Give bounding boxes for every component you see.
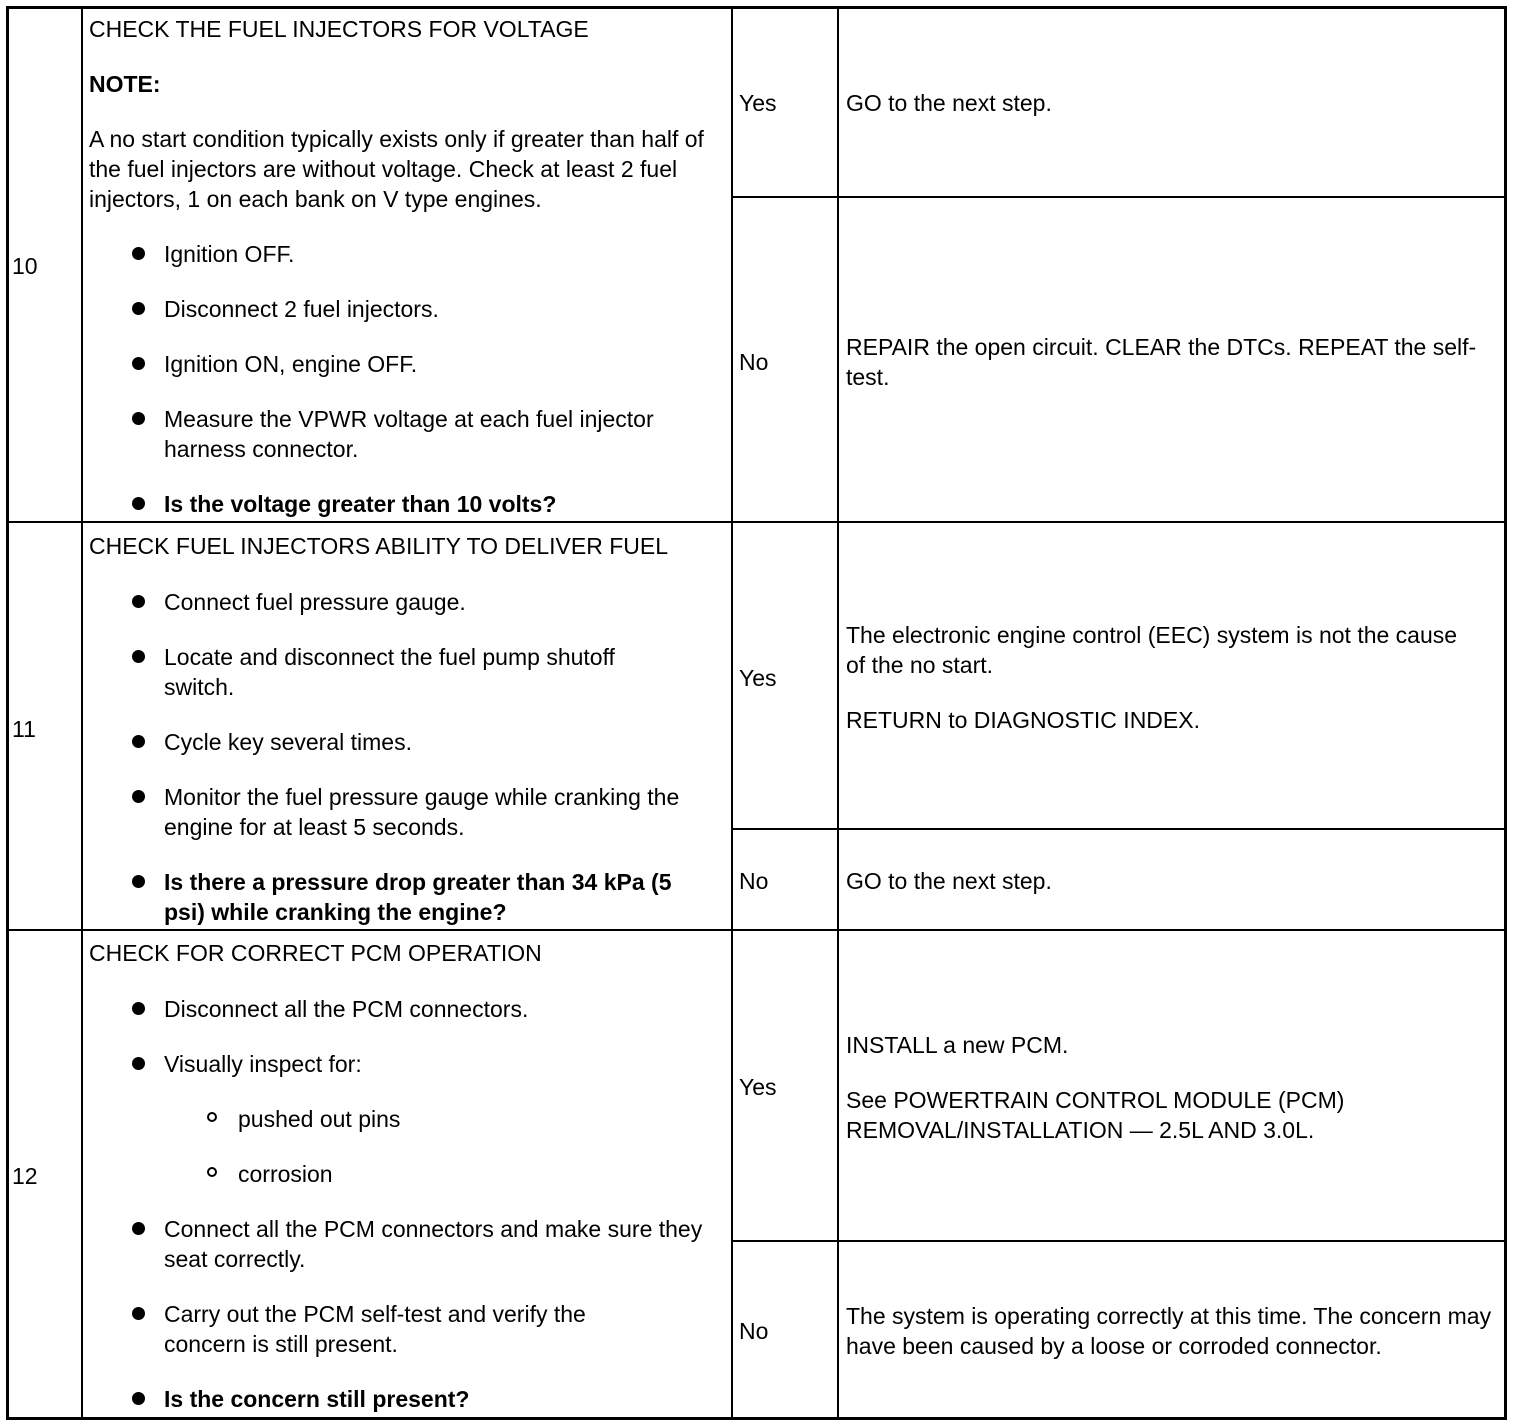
result-label: Yes	[739, 1074, 777, 1100]
step-number: 10	[12, 253, 38, 279]
sub-list-item: corrosion	[238, 1161, 333, 1187]
step-number: 11	[12, 716, 36, 742]
bullet-icon	[132, 790, 145, 803]
list-item: Carry out the PCM self-test and verify the concern is still present.	[164, 1301, 586, 1357]
list-item-question: Is the concern still present?	[164, 1386, 470, 1412]
bullet-icon	[132, 357, 145, 370]
bullet-icon	[132, 497, 145, 510]
result-label: No	[739, 349, 769, 375]
bullet-icon	[132, 595, 145, 608]
list-item: Visually inspect for:	[164, 1051, 362, 1077]
result-action-note: RETURN to DIAGNOSTIC INDEX.	[846, 707, 1200, 733]
sub-list-item: pushed out pins	[238, 1106, 401, 1132]
result-label: No	[739, 868, 769, 894]
column-divider	[81, 6, 83, 1420]
column-divider	[731, 6, 733, 1420]
result-divider	[731, 1240, 1507, 1242]
bullet-icon	[132, 1392, 145, 1405]
note-label: NOTE:	[89, 71, 161, 97]
row-divider	[6, 521, 1507, 523]
column-divider	[837, 6, 839, 1420]
bullet-icon	[132, 412, 145, 425]
bullet-icon	[132, 1307, 145, 1320]
list-item: Ignition ON, engine OFF.	[164, 351, 418, 377]
result-action: GO to the next step.	[846, 90, 1052, 116]
result-action: The system is operating correctly at this time. The concern may have been caused by a loose or corroded connector.	[846, 1303, 1492, 1359]
result-action: The electronic engine control (EEC) system is not the cause of the no start.	[846, 622, 1458, 678]
list-item: Locate and disconnect the fuel pump shutoff switch.	[164, 644, 615, 700]
result-action: GO to the next step.	[846, 868, 1052, 894]
list-item: Monitor the fuel pressure gauge while cranking the engine for at least 5 seconds.	[164, 784, 680, 840]
list-item-question: Is the voltage greater than 10 volts?	[164, 491, 557, 517]
result-label: Yes	[739, 90, 777, 116]
list-item: Ignition OFF.	[164, 241, 295, 267]
result-action-note: See POWERTRAIN CONTROL MODULE (PCM) REMOVAL/INSTALLATION — 2.5L AND 3.0L.	[846, 1087, 1345, 1143]
step-title: CHECK FOR CORRECT PCM OPERATION	[89, 940, 542, 966]
bullet-icon	[132, 302, 145, 315]
list-item: Disconnect 2 fuel injectors.	[164, 296, 439, 322]
list-item: Measure the VPWR voltage at each fuel injector harness connector.	[164, 406, 654, 462]
bullet-icon	[132, 735, 145, 748]
step-title: CHECK FUEL INJECTORS ABILITY TO DELIVER FUEL	[89, 533, 668, 559]
sub-bullet-icon	[207, 1167, 217, 1177]
result-divider	[731, 828, 1507, 830]
table-border-bottom	[6, 1417, 1507, 1420]
step-number: 12	[12, 1163, 38, 1189]
result-label: Yes	[739, 665, 777, 691]
bullet-icon	[132, 1222, 145, 1235]
result-action: INSTALL a new PCM.	[846, 1032, 1069, 1058]
row-divider	[6, 929, 1507, 931]
bullet-icon	[132, 1002, 145, 1015]
result-divider	[731, 196, 1507, 198]
list-item: Connect fuel pressure gauge.	[164, 589, 466, 615]
table-border-right	[1504, 6, 1507, 1420]
bullet-icon	[132, 875, 145, 888]
sub-bullet-icon	[207, 1112, 217, 1122]
result-label: No	[739, 1318, 769, 1344]
list-item: Disconnect all the PCM connectors.	[164, 996, 529, 1022]
note-text: A no start condition typically exists only if greater than half of the fuel injectors are without voltage. Check at least 2 fuel injectors, 1 on each bank on V type engines.	[89, 126, 704, 212]
list-item: Cycle key several times.	[164, 729, 412, 755]
bullet-icon	[132, 1057, 145, 1070]
table-border-top	[6, 6, 1507, 9]
table-border-left	[6, 6, 9, 1420]
step-title: CHECK THE FUEL INJECTORS FOR VOLTAGE	[89, 16, 589, 42]
result-action: REPAIR the open circuit. CLEAR the DTCs. REPEAT the self-test.	[846, 334, 1477, 390]
bullet-icon	[132, 650, 145, 663]
list-item: Connect all the PCM connectors and make sure they seat correctly.	[164, 1216, 703, 1272]
list-item-question: Is there a pressure drop greater than 34 kPa (5 psi) while cranking the engine?	[164, 869, 672, 925]
bullet-icon	[132, 247, 145, 260]
